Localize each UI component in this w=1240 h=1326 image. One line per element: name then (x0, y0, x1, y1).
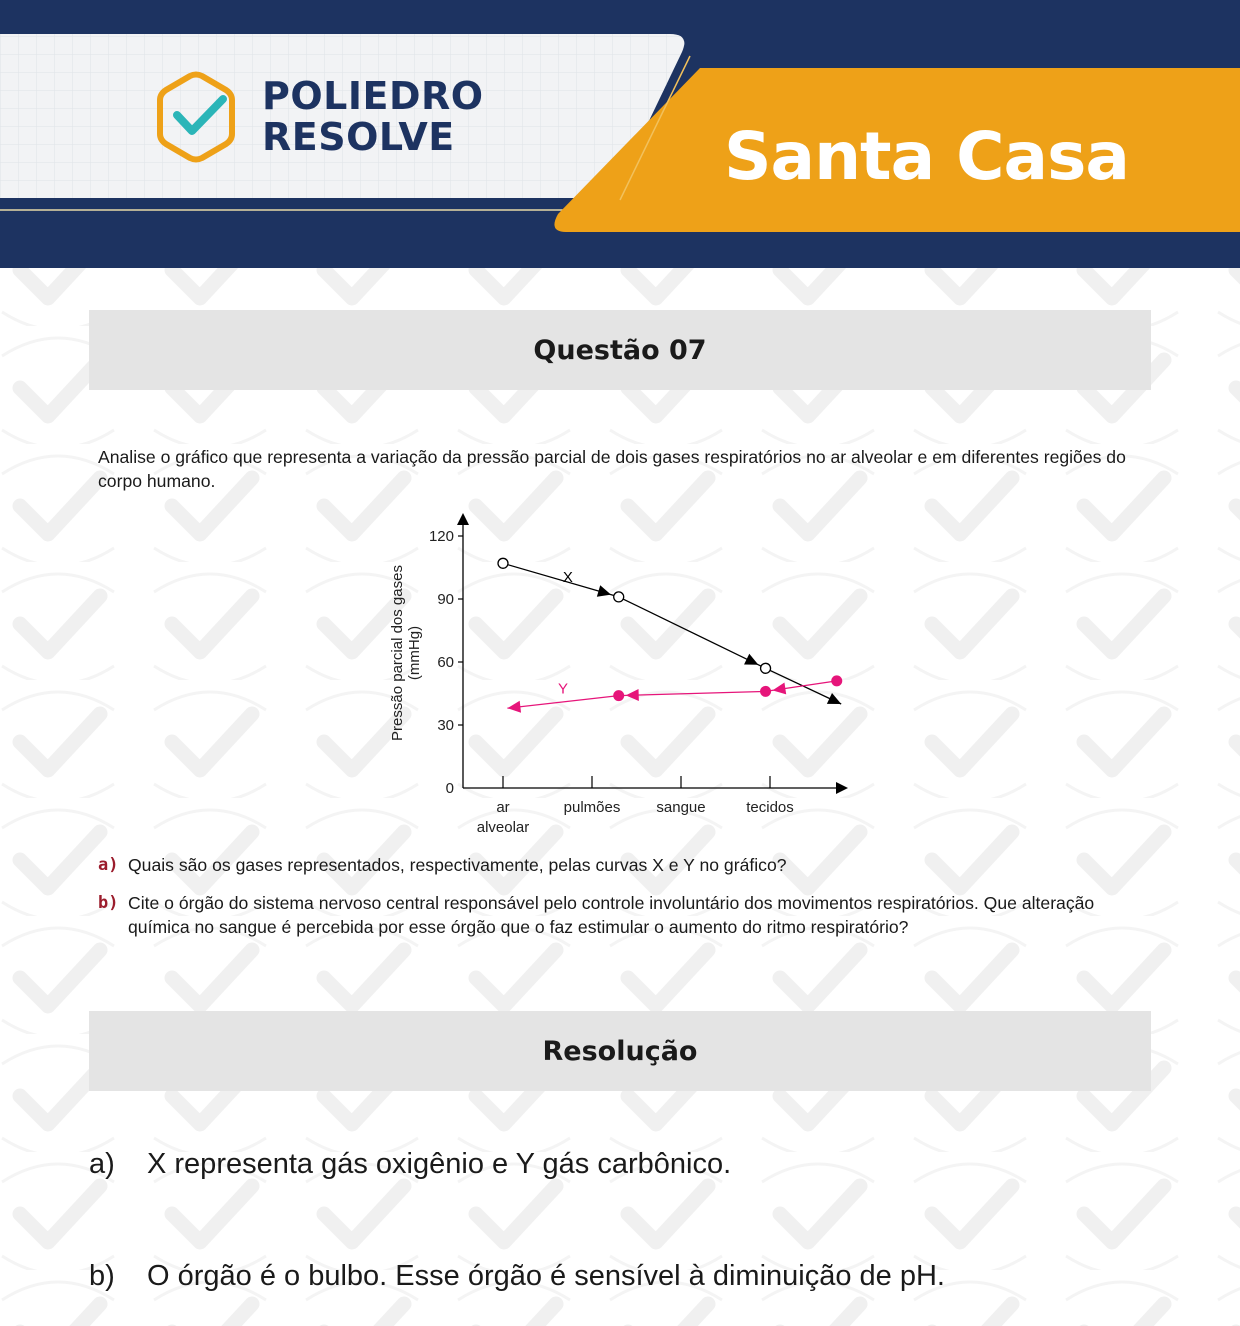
series-arrow-y (507, 701, 521, 713)
series-label-x: X (562, 569, 573, 586)
resolution-heading: Resolução (89, 1011, 1151, 1091)
x-tick-label: ar (496, 799, 510, 816)
series-line-x (619, 597, 766, 668)
answer-text: O órgão é o bulbo. Esse órgão é sensível à diminuição de pH. (147, 1260, 945, 1292)
y-axis-label-unit: (mmHg) (406, 625, 423, 681)
series-point-y (613, 690, 624, 701)
series-point-x (761, 663, 771, 673)
y-tick-label: 60 (437, 654, 454, 671)
y-axis-label: Pressão parcial dos gases (389, 565, 406, 741)
y-tick-label: 90 (437, 591, 454, 608)
y-tick-label: 0 (445, 780, 454, 797)
x-tick-label: alveolar (476, 819, 530, 836)
pressure-chart (370, 505, 860, 840)
series-point-x (614, 592, 624, 602)
x-tick-label: sangue (656, 799, 706, 816)
x-tick-label: tecidos (746, 799, 794, 816)
series-point-y (831, 675, 842, 686)
series-line-y (619, 691, 766, 695)
exam-title: Santa Casa (724, 118, 1129, 195)
page-header (0, 0, 1240, 268)
x-tick-label: pulmões (563, 799, 621, 816)
brand-name (262, 76, 484, 158)
item-letter: a) (98, 855, 119, 875)
answer-text: X representa gás oxigênio e Y gás carbônico. (147, 1148, 732, 1180)
series-arrow-y (772, 683, 786, 695)
answer-a (89, 1148, 731, 1181)
series-point-y (760, 686, 771, 697)
answer-b (89, 1260, 945, 1293)
y-tick-label: 120 (428, 528, 454, 545)
series-arrow-y (626, 689, 639, 701)
question-intro: Analise o gráfico que representa a variação da pressão parcial de dois gases respiratórios no ar alveolar e em diferentes regiões do corpo humano. (98, 447, 1126, 491)
answer-letter: a) (89, 1148, 115, 1180)
question-item-b (98, 891, 1143, 939)
y-tick-label: 30 (437, 717, 454, 734)
series-point-x (498, 558, 508, 568)
y-axis-arrow (457, 513, 469, 525)
item-letter: b) (98, 893, 119, 913)
brand-line-2: RESOLVE (262, 115, 455, 159)
answer-letter: b) (89, 1260, 115, 1292)
x-axis-arrow (836, 782, 848, 794)
brand-line-1: POLIEDRO (262, 74, 484, 118)
series-label-y: Y (557, 680, 568, 698)
item-text: Quais são os gases representados, respectivamente, pelas curvas X e Y no gráfico? (128, 855, 787, 875)
question-item-a (98, 853, 1143, 877)
series-arrow-x (597, 585, 611, 597)
item-text: Cite o órgão do sistema nervoso central responsável pelo controle involuntário dos movimentos respiratórios. Que alteração química no sangue é percebida por esse órgão que o faz estimular o aumento do ritmo respiratório? (128, 893, 1095, 937)
question-heading: Questão 07 (89, 310, 1151, 390)
